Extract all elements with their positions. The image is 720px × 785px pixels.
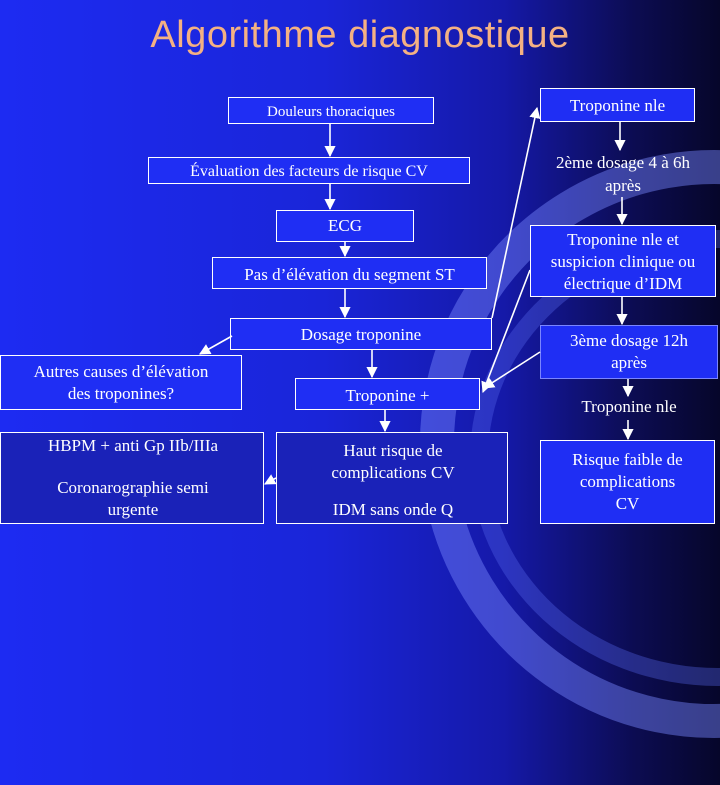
- troponine-nle-top-label: Troponine nle: [569, 96, 666, 115]
- suspicion-line-1: Troponine nle et: [567, 230, 679, 249]
- box-pas-elevation: [212, 257, 487, 289]
- risque-faible-line-2: complications: [579, 472, 676, 491]
- box-risque-faible: [540, 440, 715, 524]
- box-troisieme-dosage: [540, 325, 718, 379]
- box-douleurs-thoraciques: [228, 97, 434, 124]
- arrow-haut-risque-to-hbpm: [265, 478, 276, 484]
- pas-elevation-label: Pas d’élévation du segment ST: [244, 265, 455, 284]
- ecg-label: ECG: [328, 216, 362, 235]
- deuxieme-dosage-line-2: après: [605, 176, 641, 195]
- idm-label: IDM sans onde Q: [332, 500, 454, 519]
- risque-faible-line-1: Risque faible de: [572, 450, 683, 469]
- box-troponine-plus: [295, 378, 480, 410]
- autres-causes-line-1: Autres causes d’élévation: [33, 362, 209, 381]
- facteurs-label: Évaluation des facteurs de risque CV: [190, 163, 428, 180]
- text-troponine-nle-bottom: [540, 395, 718, 418]
- douleurs-label: Douleurs thoraciques: [267, 104, 395, 120]
- troisieme-dosage-line-2: après: [611, 353, 647, 372]
- box-dosage-troponine: [230, 318, 492, 350]
- coro-line-2: urgente: [107, 500, 159, 519]
- suspicion-line-3: électrique d’IDM: [563, 274, 683, 293]
- haut-risque-line-1: Haut risque de: [343, 441, 443, 460]
- text-deuxieme-dosage: [528, 151, 718, 197]
- haut-risque-line-2: complications CV: [331, 463, 455, 482]
- box-suspicion-idm: [530, 225, 716, 297]
- box-troponine-nle-top: [540, 88, 695, 122]
- troponine-nle-bottom-label: Troponine nle: [581, 397, 677, 416]
- autres-causes-line-2: des troponines?: [67, 384, 175, 403]
- box-hbpm-coronarographie: [0, 432, 264, 524]
- page-title: Algorithme diagnostique: [150, 14, 570, 56]
- box-haut-risque-idm: [276, 432, 508, 524]
- box-facteurs-risque: [148, 157, 470, 184]
- coro-line-1: Coronarographie semi: [57, 478, 209, 497]
- troponine-plus-label: Troponine +: [345, 386, 430, 405]
- hbpm-label: HBPM + anti Gp IIb/IIIa: [47, 436, 219, 455]
- box-autres-causes: [0, 355, 242, 410]
- arrow-dosage-to-autres-causes: [200, 336, 232, 354]
- box-ecg: [276, 210, 414, 242]
- risque-faible-line-3: CV: [615, 494, 640, 513]
- troisieme-dosage-line-1: 3ème dosage 12h: [569, 331, 689, 350]
- suspicion-line-2: suspicion clinique ou: [550, 252, 696, 271]
- deuxieme-dosage-line-1: 2ème dosage 4 à 6h: [555, 153, 691, 172]
- dosage-label: Dosage troponine: [300, 325, 422, 344]
